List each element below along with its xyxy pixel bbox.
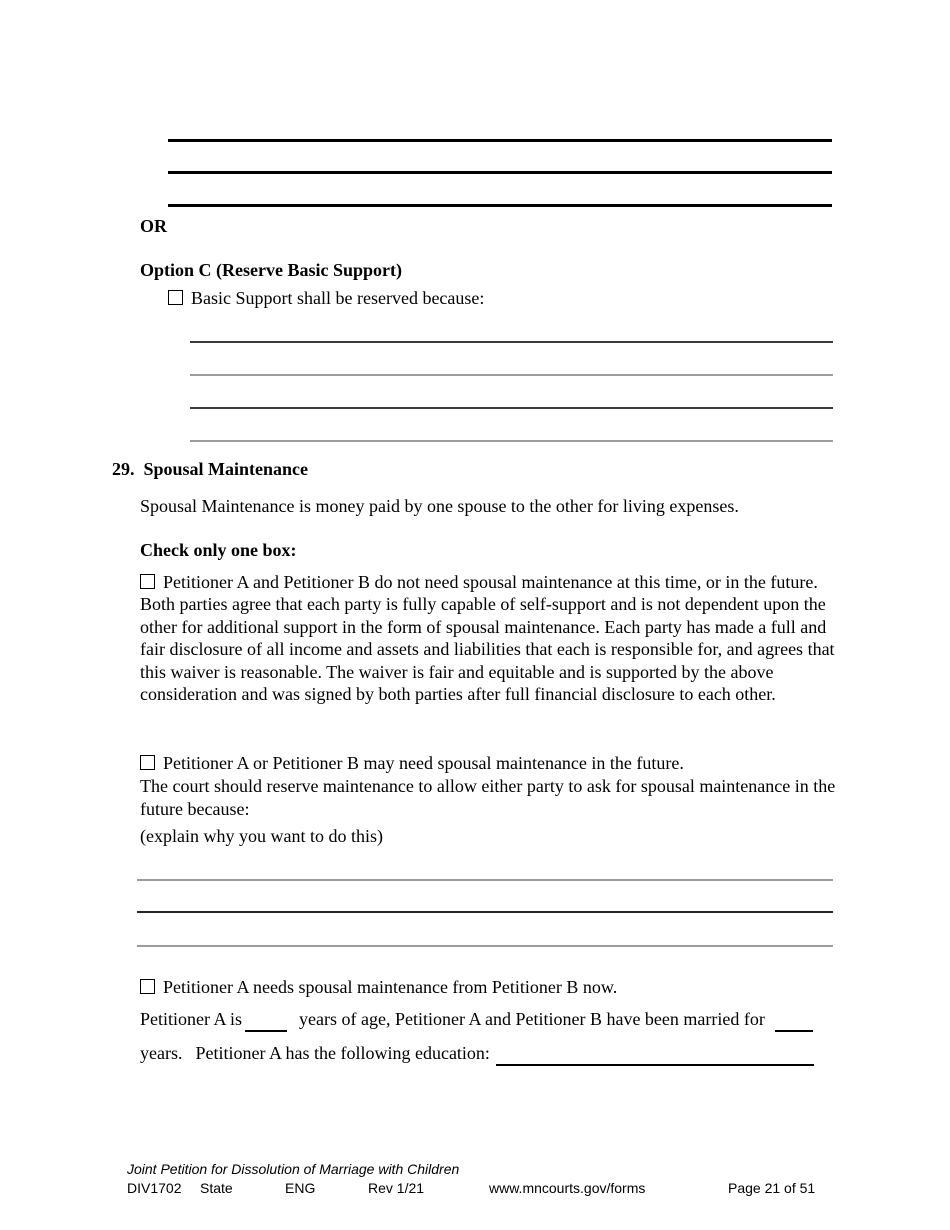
checkbox-basic-support-reserved[interactable] [168,290,183,305]
years-married-blank-field[interactable] [775,1014,813,1032]
section-title: Spousal Maintenance [143,459,309,479]
write-line[interactable] [190,407,833,409]
education-line [140,1042,860,1066]
write-line[interactable] [190,374,833,376]
option-needs-maintenance [140,976,850,998]
footer-state: State [200,1180,233,1196]
checkbox-reserve-maintenance[interactable] [140,755,155,770]
option-c-row [168,287,484,309]
option-c-checkbox-label: Basic Support shall be reserved because: [191,288,485,308]
option-needs-maintenance-text: Petitioner A needs spousal maintenance from Petitioner B now. [163,977,618,997]
or-label: OR [140,216,167,236]
footer-language: ENG [285,1180,316,1196]
education-blank-field[interactable] [496,1048,814,1066]
option-no-maintenance-text: Petitioner A and Petitioner B do not need spousal maintenance at this time, or in the future. Both parties agree that each party is fully capable of self-support and is not dependent upon the other for additional support in the form of spousal maintenance. Each party has made a full and fair disclosure of all income and assets and liabilities that each is responsible for, and agrees that this waiver is reasonable. The waiver is fair and equitable and is supported by the above consideration and was signed by both parties after full financial disclosure to each other. [140,572,835,705]
spousal-intro: Spousal Maintenance is money paid by one spouse to the other for living expenses. [140,496,739,516]
check-instruction: Check only one box: [140,540,297,560]
section-number: 29. [112,459,135,479]
footer-form-title: Joint Petition for Dissolution of Marriage with Children [127,1161,460,1177]
footer-revision: Rev 1/21 [368,1180,425,1196]
section-29-heading [112,458,308,480]
age-married-line [140,1008,860,1032]
option-reserve-line1: Petitioner A or Petitioner B may need spousal maintenance in the future. [163,753,684,773]
checkbox-no-maintenance[interactable] [140,574,155,589]
age-seg1: Petitioner A is [140,1009,243,1029]
education-seg2: Petitioner A has the following education: [195,1043,490,1063]
footer-page-number: Page 21 of 51 [728,1180,816,1196]
option-no-maintenance [140,571,840,705]
write-line[interactable] [137,911,833,913]
age-seg2: years of age, Petitioner A and Petitioner B have been married for [299,1009,765,1029]
write-line[interactable] [137,879,833,881]
write-line[interactable] [190,341,833,343]
option-reserve-line2: The court should reserve maintenance to allow either party to ask for spousal maintenance in the future because: [140,776,836,819]
footer-meta-row [127,1179,867,1197]
age-blank-field[interactable] [245,1014,287,1032]
checkbox-needs-maintenance[interactable] [140,979,155,994]
footer-url: www.mncourts.gov/forms [489,1180,646,1196]
footer-form-id: DIV1702 [127,1180,182,1196]
option-reserve-hint: (explain why you want to do this) [140,826,383,846]
write-line[interactable] [168,139,832,142]
option-c-heading: Option C (Reserve Basic Support) [140,260,402,280]
write-line[interactable] [190,440,833,442]
page-footer [127,1160,867,1197]
write-line[interactable] [168,204,832,207]
option-reserve-maintenance [140,752,840,848]
write-line[interactable] [168,171,832,174]
education-seg1: years. [140,1043,183,1063]
write-line[interactable] [137,945,833,947]
